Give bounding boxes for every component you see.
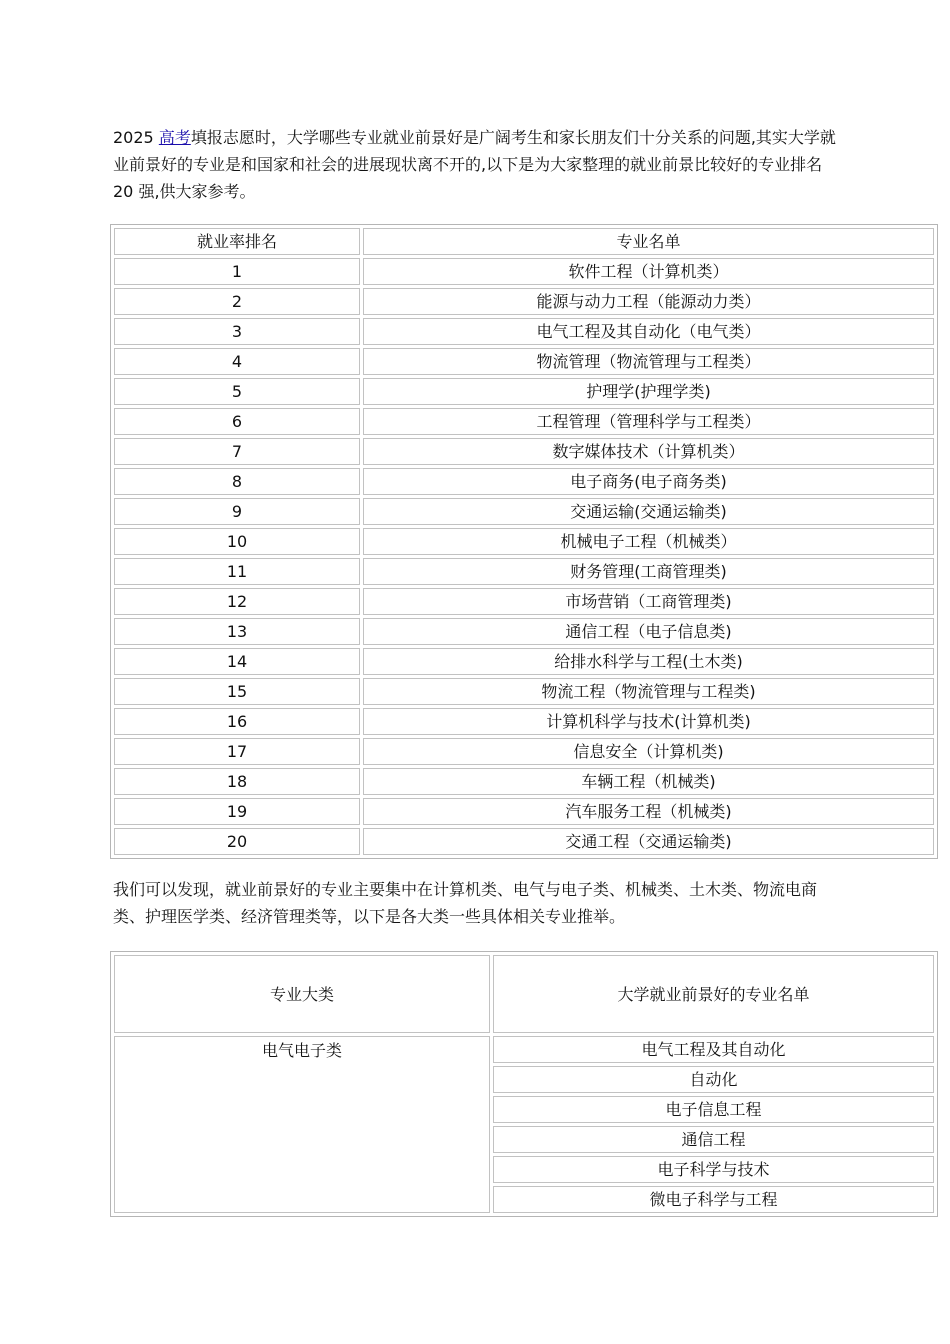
intro-year: 2025: [113, 128, 154, 147]
major-cell: 数字媒体技术（计算机类）: [363, 438, 934, 465]
intro-text: 填报志愿时，大学哪些专业就业前景好是广阔考生和家长朋友们十分关系的问题,其实大学就业前景好的专业是和国家和社会的进展现状离不开的,以下是为大家整理的就业前景比较好的专业排名 20 强,供大家参考。: [113, 128, 836, 201]
rank-cell: 20: [114, 828, 360, 855]
rank-cell: 7: [114, 438, 360, 465]
gaokao-link[interactable]: 高考: [158, 128, 191, 147]
major-cell: 电气工程及其自动化（电气类）: [363, 318, 934, 345]
rank-cell: 5: [114, 378, 360, 405]
table-row: [114, 588, 934, 615]
category-cell: 电气电子类: [114, 1036, 490, 1213]
major-cell: 电气工程及其自动化: [493, 1036, 934, 1063]
rank-cell: 14: [114, 648, 360, 675]
rank-cell: 6: [114, 408, 360, 435]
major-cell: 交通运输(交通运输类): [363, 498, 934, 525]
major-cell: 通信工程（电子信息类): [363, 618, 934, 645]
table-row: [114, 558, 934, 585]
table-row: [114, 288, 934, 315]
table-row: [114, 738, 934, 765]
major-cell: 信息安全（计算机类): [363, 738, 934, 765]
major-cell: 计算机科学与技术(计算机类): [363, 708, 934, 735]
major-cell: 汽车服务工程（机械类): [363, 798, 934, 825]
rank-cell: 3: [114, 318, 360, 345]
category-table: [110, 951, 938, 1217]
table-row: [114, 348, 934, 375]
major-cell: 自动化: [493, 1066, 934, 1093]
major-cell: 能源与动力工程（能源动力类）: [363, 288, 934, 315]
major-cell: 物流管理（物流管理与工程类）: [363, 348, 934, 375]
rank-cell: 2: [114, 288, 360, 315]
rank-cell: 17: [114, 738, 360, 765]
major-cell: 微电子科学与工程: [493, 1186, 934, 1213]
rank-cell: 18: [114, 768, 360, 795]
rank-cell: 16: [114, 708, 360, 735]
rank-cell: 19: [114, 798, 360, 825]
major-cell: 工程管理（管理科学与工程类）: [363, 408, 934, 435]
rank-cell: 11: [114, 558, 360, 585]
table-header-row: [114, 228, 934, 255]
table-row: [114, 468, 934, 495]
table-row: [114, 618, 934, 645]
rank-cell: 8: [114, 468, 360, 495]
header-category: 专业大类: [114, 955, 490, 1033]
table-row: [114, 798, 934, 825]
rank-cell: 13: [114, 618, 360, 645]
table-row: [114, 648, 934, 675]
major-cell: 机械电子工程（机械类）: [363, 528, 934, 555]
rank-cell: 1: [114, 258, 360, 285]
table-row: [114, 318, 934, 345]
table-header-row: [114, 955, 934, 1033]
major-cell: 物流工程（物流管理与工程类): [363, 678, 934, 705]
table-row: [114, 678, 934, 705]
major-cell: 财务管理(工商管理类): [363, 558, 934, 585]
major-cell: 市场营销（工商管理类): [363, 588, 934, 615]
major-cell: 通信工程: [493, 1126, 934, 1153]
ranking-table: [110, 224, 938, 859]
summary-paragraph: 我们可以发现，就业前景好的专业主要集中在计算机类、电气与电子类、机械类、土木类、物流电商类、护理医学类、经济管理类等，以下是各大类一些具体相关专业推举。: [113, 880, 818, 926]
table-row: [114, 528, 934, 555]
intro-paragraph: [113, 124, 843, 205]
header-rank: 就业率排名: [114, 228, 360, 255]
major-cell: 给排水科学与工程(土木类): [363, 648, 934, 675]
major-cell: 电子科学与技术: [493, 1156, 934, 1183]
major-cell: 车辆工程（机械类): [363, 768, 934, 795]
rank-cell: 10: [114, 528, 360, 555]
major-cell: 软件工程（计算机类）: [363, 258, 934, 285]
rank-cell: 9: [114, 498, 360, 525]
rank-cell: 15: [114, 678, 360, 705]
table-row: [114, 828, 934, 855]
rank-cell: 12: [114, 588, 360, 615]
table-row: [114, 1036, 934, 1063]
table-row: [114, 708, 934, 735]
rank-cell: 4: [114, 348, 360, 375]
major-cell: 护理学(护理学类): [363, 378, 934, 405]
major-cell: 电子商务(电子商务类): [363, 468, 934, 495]
header-major: 专业名单: [363, 228, 934, 255]
table-row: [114, 378, 934, 405]
table-row: [114, 408, 934, 435]
table-row: [114, 438, 934, 465]
table-row: [114, 498, 934, 525]
table-row: [114, 258, 934, 285]
major-cell: 电子信息工程: [493, 1096, 934, 1123]
table-row: [114, 768, 934, 795]
major-cell: 交通工程（交通运输类): [363, 828, 934, 855]
header-major-list: 大学就业前景好的专业名单: [493, 955, 934, 1033]
